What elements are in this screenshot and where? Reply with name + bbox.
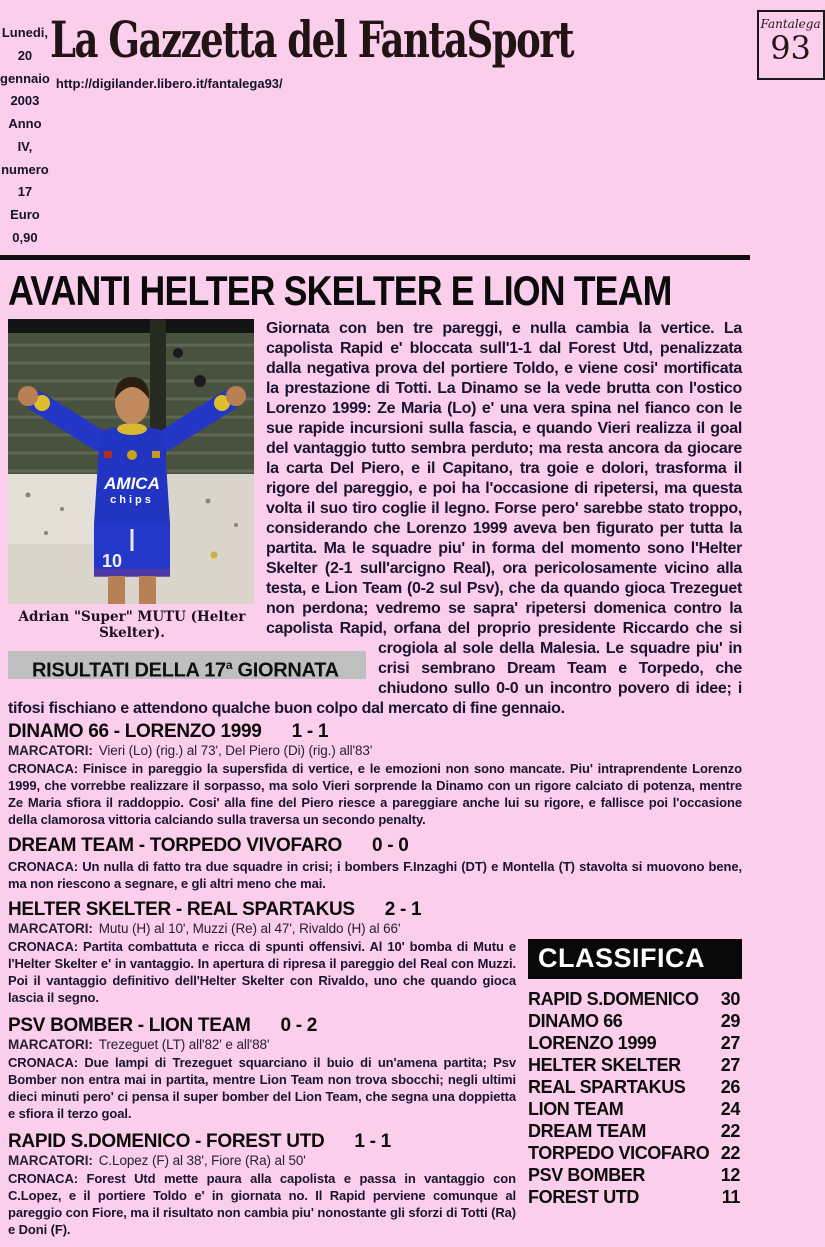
match-result bbox=[8, 1015, 516, 1122]
lead-story bbox=[8, 319, 742, 719]
standings-row bbox=[528, 1032, 742, 1054]
match-result bbox=[8, 721, 742, 828]
shorts-number: 10 bbox=[101, 550, 123, 571]
standings-team: LION TEAM bbox=[528, 1098, 624, 1119]
standings-row bbox=[528, 1186, 742, 1208]
photo-caption: Adrian "Super" MUTU (Helter Skelter). bbox=[18, 608, 246, 641]
main-headline-wrap bbox=[8, 267, 742, 315]
lead-article-text: Giornata con ben tre pareggi, e nulla cambia la vertice. La capolista Rapid e' bloccata sull'1-1 dal Forest Utd, penalizzata dalla negativa prova del portiere Toldo, e viene cosi' mortificata la prestazione di Totti. La Dinamo se la vede brutta con l'ostico Lorenzo 1999: Ze Maria (Lo) e' una vera spina nel fianco con le sue rapide incursioni sulla fascia, e quando Vieri realizza il goal del vantaggio tutto sembra perduto; ma resta ancora da giocare la carta Del Piero, e il Capitano, tra goie e dolori, trasforma il rigore del pareggio, e poi ha l'occasione di ripetersi, ma questa volta il suo tiro coglie il legno. Forse pero' sarebbe stato troppo, considerando che Lorenzo 1999 aveva ben figurato per tutta la partita. Ma le squadre piu' in forma del momento sono l'Helter Skelter (2-1 sull'arcigno Real), ora pericolosamente vicino alla testa, e Lion Team (0-2 sul Psv), che da quando gioca Trezeguet non perdona; vedremo se sapra' ripetersi domenica contro la capolista Rapid, orfana del proprio presidente Riccardo che si crogiola al sole della Malesia. Le squadre piu' in crisi sembrano Dream Team e Torpedo, che chiudono sullo 0-0 un incontro povero di idee; i tifosi fischiano e attendono qualche buon colpo dal mercato di fine gennaio. bbox=[8, 319, 742, 717]
standings-team: REAL SPARTAKUS bbox=[528, 1076, 686, 1097]
match-teams: DINAMO 66 - LORENZO 1999 bbox=[8, 720, 262, 742]
match-report: CRONACA: Finisce in pareggio la supersfida di vertice, e le emozioni non sono mancate. Piu' intraprendente Lorenzo 1999, che vorrebbe realizzare il sorpasso, ma solo Vieri sorprende la Dinamo con un rigore calciato di potenza, mentre Ze Maria sfiora il raddoppio. Cosi' alla fine del Piero riesce a pareggiare anche lui su rigore, e fallisce poi l'occasione della clamorosa vittoria calciando sulla traversa un secondo penalty. bbox=[8, 760, 742, 827]
issue-price: Euro 0,90 bbox=[10, 207, 40, 245]
scorers-text: Mutu (H) al 10', Muzzi (Re) al 47', Rivaldo (H) al 66' bbox=[98, 920, 401, 936]
jersey-sponsor-subtext: chips bbox=[110, 493, 154, 506]
standings-rows bbox=[528, 988, 742, 1208]
masthead-right bbox=[757, 8, 825, 250]
fantalega-logo-number: 93 bbox=[770, 29, 811, 67]
standings-team: DINAMO 66 bbox=[528, 1010, 623, 1031]
scorers-text: Trezeguet (LT) all'82' e all'88' bbox=[98, 1036, 270, 1052]
standings-points: 22 bbox=[720, 1120, 740, 1141]
scorers-label: MARCATORI: bbox=[8, 742, 93, 758]
masthead-header bbox=[0, 0, 821, 250]
masthead-title: La Gazzetta del FantaSport bbox=[49, 10, 573, 69]
masthead-title-wrap bbox=[50, 10, 757, 68]
scorers-label: MARCATORI: bbox=[8, 1036, 93, 1052]
scorers-label: MARCATORI: bbox=[8, 1152, 93, 1168]
match-score: 1 - 1 bbox=[291, 720, 329, 742]
scorers-line bbox=[8, 743, 742, 758]
issue-number: Anno IV, numero 17 bbox=[1, 116, 49, 200]
scorers-label: MARCATORI: bbox=[8, 920, 93, 936]
results-banner bbox=[8, 651, 366, 682]
standings-row bbox=[528, 1164, 742, 1186]
scorers-line bbox=[8, 1153, 516, 1168]
results-left-group bbox=[8, 899, 516, 1247]
standings-title: CLASSIFICA bbox=[528, 939, 742, 979]
standings-row bbox=[528, 1010, 742, 1032]
standings-team: PSV BOMBER bbox=[528, 1164, 646, 1185]
standings-points: 22 bbox=[720, 1142, 740, 1163]
standings-points: 12 bbox=[720, 1164, 740, 1185]
standings-team: LORENZO 1999 bbox=[528, 1032, 657, 1053]
standings-points: 30 bbox=[720, 988, 740, 1009]
standings-team: HELTER SKELTER bbox=[528, 1054, 681, 1075]
scorers-text: C.Lopez (F) al 38', Fiore (Ra) al 50' bbox=[98, 1152, 306, 1168]
player-photo bbox=[8, 319, 254, 604]
match-teams: PSV BOMBER - LION TEAM bbox=[8, 1014, 251, 1036]
match-result bbox=[8, 1131, 516, 1238]
match-score: 0 - 0 bbox=[372, 834, 409, 856]
match-teams: DREAM TEAM - TORPEDO VIVOFARO bbox=[8, 834, 343, 856]
standings-points: 11 bbox=[721, 1186, 740, 1207]
match-score: 0 - 2 bbox=[280, 1014, 318, 1036]
standings-team: RAPID S.DOMENICO bbox=[528, 988, 699, 1009]
results-section bbox=[8, 721, 742, 1247]
standings-points: 27 bbox=[720, 1054, 740, 1075]
match-result bbox=[8, 835, 742, 892]
results-banner-text: RISULTATI DELLA 17 bbox=[32, 659, 226, 682]
match-title bbox=[8, 721, 742, 742]
results-banner-sup: a bbox=[225, 657, 233, 672]
standings-row bbox=[528, 1098, 742, 1120]
scorers-text: Vieri (Lo) (rig.) al 73', Del Piero (Di) (rig.) all'83' bbox=[98, 742, 373, 758]
match-score: 2 - 1 bbox=[384, 898, 422, 920]
match-report: CRONACA: Un nulla di fatto tra due squadre in crisi; i bombers F.Inzaghi (DT) e Montella (T) stavolta si muovono bene, ma non riescono a segnare, e gli altri meno che mai. bbox=[8, 858, 742, 891]
standings-row bbox=[528, 1076, 742, 1098]
standings-team: FOREST UTD bbox=[528, 1186, 639, 1207]
main-headline: AVANTI HELTER SKELTER E LION TEAM bbox=[8, 266, 672, 314]
standings-row bbox=[528, 1054, 742, 1076]
match-teams: RAPID S.DOMENICO - FOREST UTD bbox=[8, 1130, 325, 1152]
results-banner-text-rest: GIORNATA bbox=[232, 659, 339, 682]
masthead-center bbox=[50, 8, 757, 250]
standings-team: TORPEDO VICOFARO bbox=[528, 1142, 710, 1163]
issue-info bbox=[0, 8, 50, 250]
standings-points: 26 bbox=[720, 1076, 740, 1097]
match-title bbox=[8, 1015, 516, 1036]
results-top-group bbox=[8, 721, 742, 892]
standings-team: DREAM TEAM bbox=[528, 1120, 646, 1141]
scorers-line bbox=[8, 1037, 516, 1052]
photo-block bbox=[8, 319, 256, 647]
match-title bbox=[8, 835, 742, 856]
standings-points: 29 bbox=[720, 1010, 740, 1031]
match-title bbox=[8, 1131, 516, 1152]
match-report: CRONACA: Due lampi di Trezeguet squarciano il buio di un'amena partita; Psv Bomber non entra mai in partita, mentre Lion Team non trova sbocchi; negli ultimi dieci minuti pero' ci pensa il super bomber del Lion Team, che segna una doppietta e sfiora il terzo goal. bbox=[8, 1054, 516, 1121]
scorers-line bbox=[8, 921, 516, 936]
match-result bbox=[8, 899, 516, 1006]
fantalega-logo bbox=[757, 10, 825, 80]
match-report: CRONACA: Forest Utd mette paura alla capolista e passa in vantaggio con C.Lopez, e il portiere Toldo e' in giornata no. Il Rapid perviene comunque al pareggio con Fiore, ma il risultato non cambia piu' nonostante gli sforzi di Totti (Ra) e Doni (F). bbox=[8, 1170, 516, 1237]
match-teams: HELTER SKELTER - REAL SPARTAKUS bbox=[8, 898, 355, 920]
standings-points: 27 bbox=[720, 1032, 740, 1053]
results-bottom-row bbox=[8, 899, 742, 1247]
standings-box bbox=[528, 939, 742, 1247]
match-score: 1 - 1 bbox=[354, 1130, 391, 1152]
match-title bbox=[8, 899, 516, 920]
jersey-sponsor-text: AMICA bbox=[104, 473, 160, 493]
standings-row bbox=[528, 988, 742, 1010]
header-divider bbox=[0, 255, 750, 260]
standings-points: 24 bbox=[720, 1098, 740, 1119]
standings-row bbox=[528, 1142, 742, 1164]
match-report: CRONACA: Partita combattuta e ricca di spunti offensivi. Al 10' bomba di Mutu e l'Helter Skelter e' in vantaggio. In apertura di ripresa il pareggio del Real con Muzzi. Poi il vantaggio definitivo dell'Helter Skelter con Rivaldo, uno che quando gioca lascia il segno. bbox=[8, 938, 516, 1005]
fantalega-logo-text: Fantalega bbox=[760, 17, 821, 31]
standings-row bbox=[528, 1120, 742, 1142]
issue-date: Lunedi, 20 gennaio 2003 bbox=[0, 25, 50, 109]
site-url-link[interactable]: http://digilander.libero.it/fantalega93/ bbox=[55, 76, 283, 91]
